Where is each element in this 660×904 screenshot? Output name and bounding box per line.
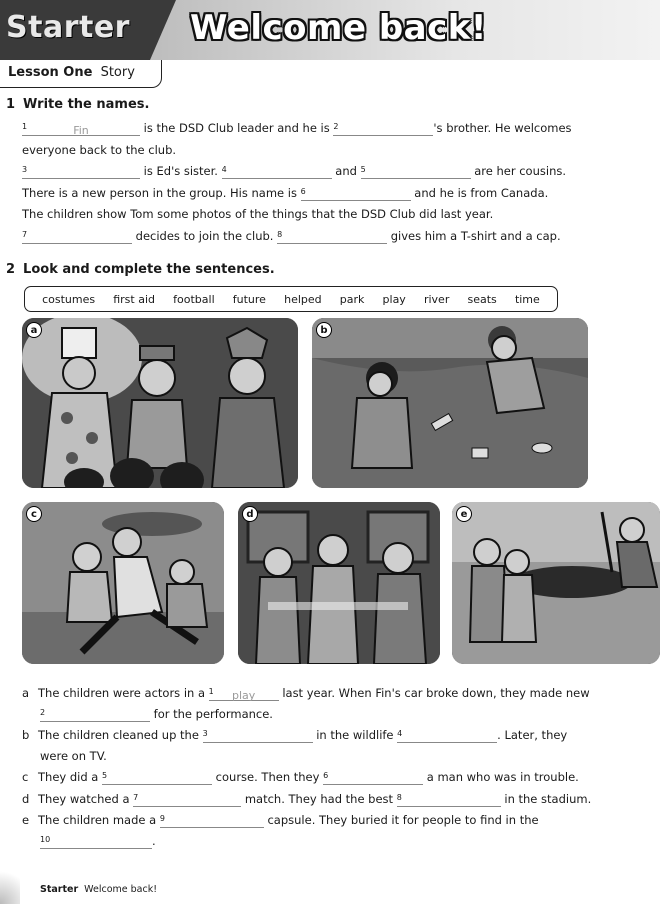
page-header bbox=[0, 0, 660, 60]
word-bank-item: play bbox=[382, 292, 406, 306]
picture-a bbox=[22, 318, 298, 488]
blank-2[interactable]: 2 bbox=[40, 709, 150, 722]
question-b bbox=[22, 728, 642, 743]
ex1-text: and bbox=[335, 164, 357, 178]
ex1-text: The children show Tom some photos of the things that the DSD Club did last year. bbox=[22, 207, 494, 221]
picture-c bbox=[22, 502, 224, 664]
picture-label: b bbox=[316, 322, 332, 338]
question-d bbox=[22, 792, 642, 807]
question-text: in the wildlife bbox=[316, 728, 394, 742]
blank-4[interactable]: 4 bbox=[222, 166, 332, 179]
question-a-cont bbox=[40, 707, 273, 722]
question-letter: a bbox=[22, 686, 30, 700]
page-footer bbox=[40, 884, 157, 895]
ex1-line-2 bbox=[22, 143, 642, 158]
blank-8[interactable]: 8 bbox=[397, 794, 501, 807]
question-letter: c bbox=[22, 770, 29, 784]
blank-1-answer: play bbox=[232, 689, 256, 702]
blank-5[interactable]: 5 bbox=[102, 772, 212, 785]
word-bank-item: costumes bbox=[42, 292, 96, 306]
blank-8[interactable]: 8 bbox=[277, 231, 387, 244]
question-text: were on TV. bbox=[40, 749, 107, 763]
question-text: course. Then they bbox=[215, 770, 320, 784]
picture-e-illustration bbox=[452, 502, 660, 664]
word-bank-item: time bbox=[514, 292, 540, 306]
question-letter: d bbox=[22, 792, 30, 806]
word-bank bbox=[24, 286, 558, 312]
word-bank-item: river bbox=[423, 292, 450, 306]
picture-label: c bbox=[26, 506, 42, 522]
blank-2[interactable]: 2 bbox=[333, 123, 433, 136]
exercise-instruction: Write the names. bbox=[23, 97, 150, 112]
question-text: last year. When Fin's car broke down, they made new bbox=[282, 686, 590, 700]
blank-3[interactable]: 3 bbox=[22, 166, 140, 179]
lesson-type: Story bbox=[100, 65, 135, 80]
question-text: for the performance. bbox=[153, 707, 273, 721]
blank-1[interactable]: 1 play bbox=[209, 688, 279, 701]
page-corner bbox=[0, 862, 20, 904]
ex1-line-5 bbox=[22, 207, 642, 222]
ex1-line-3 bbox=[22, 164, 642, 179]
blank-7[interactable]: 7 bbox=[22, 231, 132, 244]
picture-d bbox=[238, 502, 440, 664]
exercise-instruction: Look and complete the sentences. bbox=[23, 262, 275, 277]
exercise-2-heading bbox=[6, 262, 275, 277]
ex1-line-1 bbox=[22, 121, 642, 136]
blank-1-answer: Fin bbox=[73, 124, 89, 137]
blank-10[interactable]: 10 bbox=[40, 836, 152, 849]
word-bank-item: helped bbox=[284, 292, 322, 306]
lesson-label: Lesson One bbox=[8, 65, 93, 80]
word-bank-item: seats bbox=[467, 292, 497, 306]
question-letter: e bbox=[22, 813, 30, 827]
ex1-text: gives him a T-shirt and a cap. bbox=[390, 229, 561, 243]
picture-e bbox=[452, 502, 660, 664]
question-b-cont bbox=[40, 749, 107, 764]
exercise-1-heading bbox=[6, 97, 149, 112]
word-bank-item: first aid bbox=[113, 292, 155, 306]
blank-3[interactable]: 3 bbox=[203, 730, 313, 743]
exercise-number: 1 bbox=[6, 97, 16, 112]
question-text: in the stadium. bbox=[504, 792, 592, 806]
ex1-text: decides to join the club. bbox=[135, 229, 274, 243]
unit-title: Starter bbox=[6, 10, 130, 45]
question-text: . Later, they bbox=[497, 728, 568, 742]
blank-6[interactable]: 6 bbox=[323, 772, 423, 785]
blank-9[interactable]: 9 bbox=[160, 815, 264, 828]
blank-7[interactable]: 7 bbox=[133, 794, 241, 807]
picture-label: a bbox=[26, 322, 42, 338]
blank-4[interactable]: 4 bbox=[397, 730, 497, 743]
question-c bbox=[22, 770, 642, 785]
lesson-tab bbox=[0, 60, 162, 88]
word-bank-item: football bbox=[173, 292, 215, 306]
question-letter: b bbox=[22, 728, 30, 742]
ex1-line-6 bbox=[22, 229, 642, 244]
ex1-text: There is a new person in the group. His name is bbox=[22, 186, 297, 200]
ex1-text: is the DSD Club leader and he is bbox=[143, 121, 330, 135]
blank-6[interactable]: 6 bbox=[301, 188, 411, 201]
question-text: The children were actors in a bbox=[38, 686, 206, 700]
picture-b bbox=[312, 318, 588, 488]
question-text: They did a bbox=[38, 770, 99, 784]
picture-b-illustration bbox=[312, 318, 588, 488]
picture-label: e bbox=[456, 506, 472, 522]
question-text: a man who was in trouble. bbox=[426, 770, 579, 784]
blank-5[interactable]: 5 bbox=[361, 166, 471, 179]
blank-1[interactable]: 1 Fin bbox=[22, 123, 140, 136]
question-text: match. They had the best bbox=[244, 792, 394, 806]
footer-title: Welcome back! bbox=[84, 884, 158, 895]
question-text: . bbox=[152, 834, 156, 848]
footer-unit: Starter bbox=[40, 884, 79, 895]
ex1-text: 's brother. He welcomes bbox=[433, 121, 572, 135]
word-bank-item: park bbox=[339, 292, 365, 306]
picture-c-illustration bbox=[22, 502, 224, 664]
question-e bbox=[22, 813, 642, 828]
page-title: Welcome back! bbox=[190, 8, 487, 48]
ex1-text: everyone back to the club. bbox=[22, 143, 177, 157]
question-text: They watched a bbox=[38, 792, 130, 806]
question-text: The children made a bbox=[38, 813, 157, 827]
ex1-text: is Ed's sister. bbox=[143, 164, 218, 178]
question-e-cont bbox=[40, 834, 156, 849]
question-text: capsule. They buried it for people to find in the bbox=[267, 813, 539, 827]
exercise-number: 2 bbox=[6, 262, 16, 277]
picture-label: d bbox=[242, 506, 258, 522]
question-text: The children cleaned up the bbox=[38, 728, 199, 742]
word-bank-item: future bbox=[232, 292, 266, 306]
ex1-line-4 bbox=[22, 186, 642, 201]
question-a bbox=[22, 686, 642, 701]
ex1-text: are her cousins. bbox=[474, 164, 567, 178]
picture-a-illustration bbox=[22, 318, 298, 488]
ex1-text: and he is from Canada. bbox=[414, 186, 549, 200]
picture-d-illustration bbox=[238, 502, 440, 664]
